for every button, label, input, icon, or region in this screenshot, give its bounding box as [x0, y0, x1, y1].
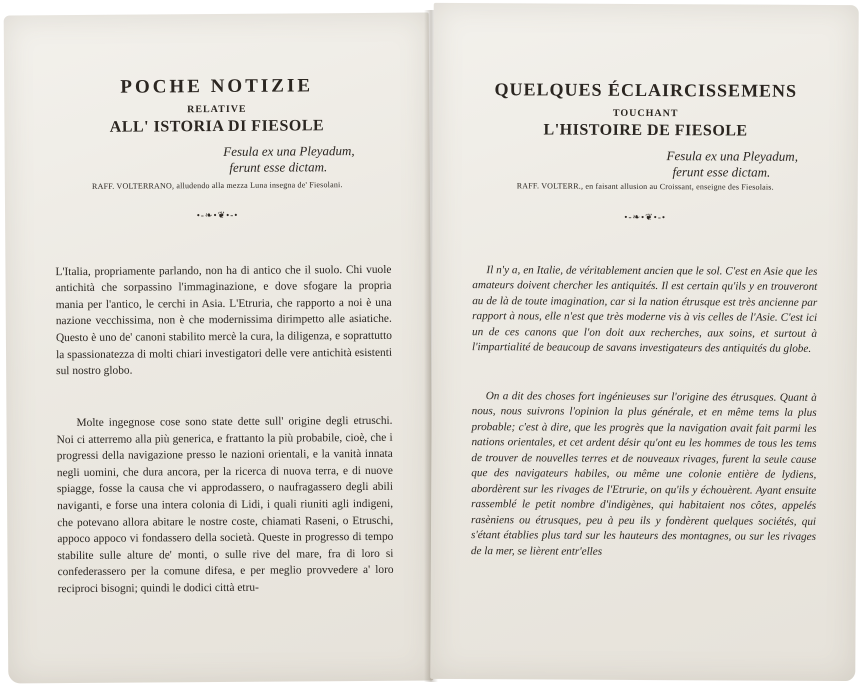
right-paragraph-2: On a dit des choses fort ingénieuses sur l'origine des étrusques. Quant à nous, nous suivrons l'opinion la plus générale, et en même tems la plus probable; c'est à dire, que les progrès que la navigation avait fait parmi les nations orientales, et cet ardent désir qu'ont eu les hommes de tous les tems de trouver de nouvelles terres et de nouveaux rivages, furent la seule cause que des navigateurs habiles, ou même une colonie entière de lydiens, abordèrent sur les rivages de l'Etrurie, on qu'ils y échouèrent. Ayant ensuite rassemblé le petit nombre d'indigènes, qui habitaient nos côtes, appelés rasèniens ou étrusques, peu à peu ils y fondèrent quelques sociétés, qui s'étant établies plus tard sur les hauteurs des montagnes, ou sur les rivages de la mer, se lièrent entr'elles [470, 389, 817, 558]
right-ornament: •-❧•❦•-• [624, 211, 667, 223]
left-attribution: RAFF. VOLTERRANO, alludendo alla mezza Luna insegna de' Fiesolani. [92, 180, 343, 191]
left-epigraph-line2: ferunt esse dictam. [229, 159, 328, 175]
right-subtitle: L'HISTOIRE DE FIESOLE [543, 121, 748, 140]
right-epigraph [666, 148, 798, 181]
left-subtitle-small: RELATIVE [187, 103, 247, 116]
right-body-text [471, 247, 818, 576]
right-epigraph-line1: Fesula ex una Pleyadum, [666, 148, 799, 164]
left-body-text [55, 245, 394, 614]
right-paragraph-1: Il n'y a, en Italie, de véritablement ancien que le sol. C'est en Asie que les amateurs doivent chercher les antiquités. Il est certain qu'ils y en trouveront au de là de toute imagination, car si la nation étrusque est très ancienne par rapport à nous, elle n'est que très moderne vis à vis celles de l'Asie. C'est ici un de ces canons que l'on doit aux recherches, aux soins, et surtout à l'impartialité de beaucoup de savans investigateurs des antiquités du globe. [471, 263, 818, 355]
right-attribution: RAFF. VOLTERR., en faisant allusion au Croissant, enseigne des Fiesolais. [516, 181, 774, 192]
left-title: POCHE NOTIZIE [120, 75, 314, 98]
left-epigraph [223, 143, 355, 176]
left-paragraph-2: Molte ingegnose cose sono state dette sull' origine degli etruschi. Noi ci atterremo alla più generica, e frattanto la più probabile, cioè, che i progressi della navigazione presso le nazioni orientali, e la vanità innata negli uomini, che dura ancora, per la ricerca di nuova terra, e di nuove spiagge, fosse la causa che vi approdassero, o naufragassero degli abili naviganti, e forse una intera colonia di Lidi, i quali riuniti agli indigeni, che potevano allora abitare le nostre coste, chiamati Raseni, o Etruschi, appoco appoco vi fondassero della società. Queste in progresso di tempo stabilite sulle alture de' monti, o sulle rive del mare, fra di loro si confederassero per la comune difesa, e per meglio provvedere a' loro reciproci bisogni; quindi le dodici città etru- [56, 414, 394, 596]
left-epigraph-line1: Fesula ex una Pleyadum, [223, 143, 355, 159]
left-subtitle: ALL' ISTORIA DI FIESOLE [109, 117, 325, 136]
right-epigraph-line2: ferunt esse dictam. [672, 164, 771, 180]
left-ornament: •-❧•❦•-• [196, 209, 239, 221]
left-page [4, 13, 434, 684]
right-page [430, 3, 859, 681]
right-subtitle-small: TOUCHANT [612, 107, 679, 120]
right-title: QUELQUES ÉCLAIRCISSEMENS [494, 79, 798, 101]
left-paragraph-1: L'Italia, propriamente parlando, non ha di antico che il suolo. Chi vuole antichità che sorpassino l'immaginazione, e dove sfogare la propria mania per l'antico, le cerchi in Asia. L'Etruria, che rapporto a noi è una nazione vecchissima, non è che modernissima dirimpetto alle asiatiche. Questo è uno de' canoni stabilito mercè la cura, la diligenza, e soprattutto la spassionatezza di molti chiari investigatori delle vere antichità esistenti sul nostro globo. [55, 263, 393, 378]
